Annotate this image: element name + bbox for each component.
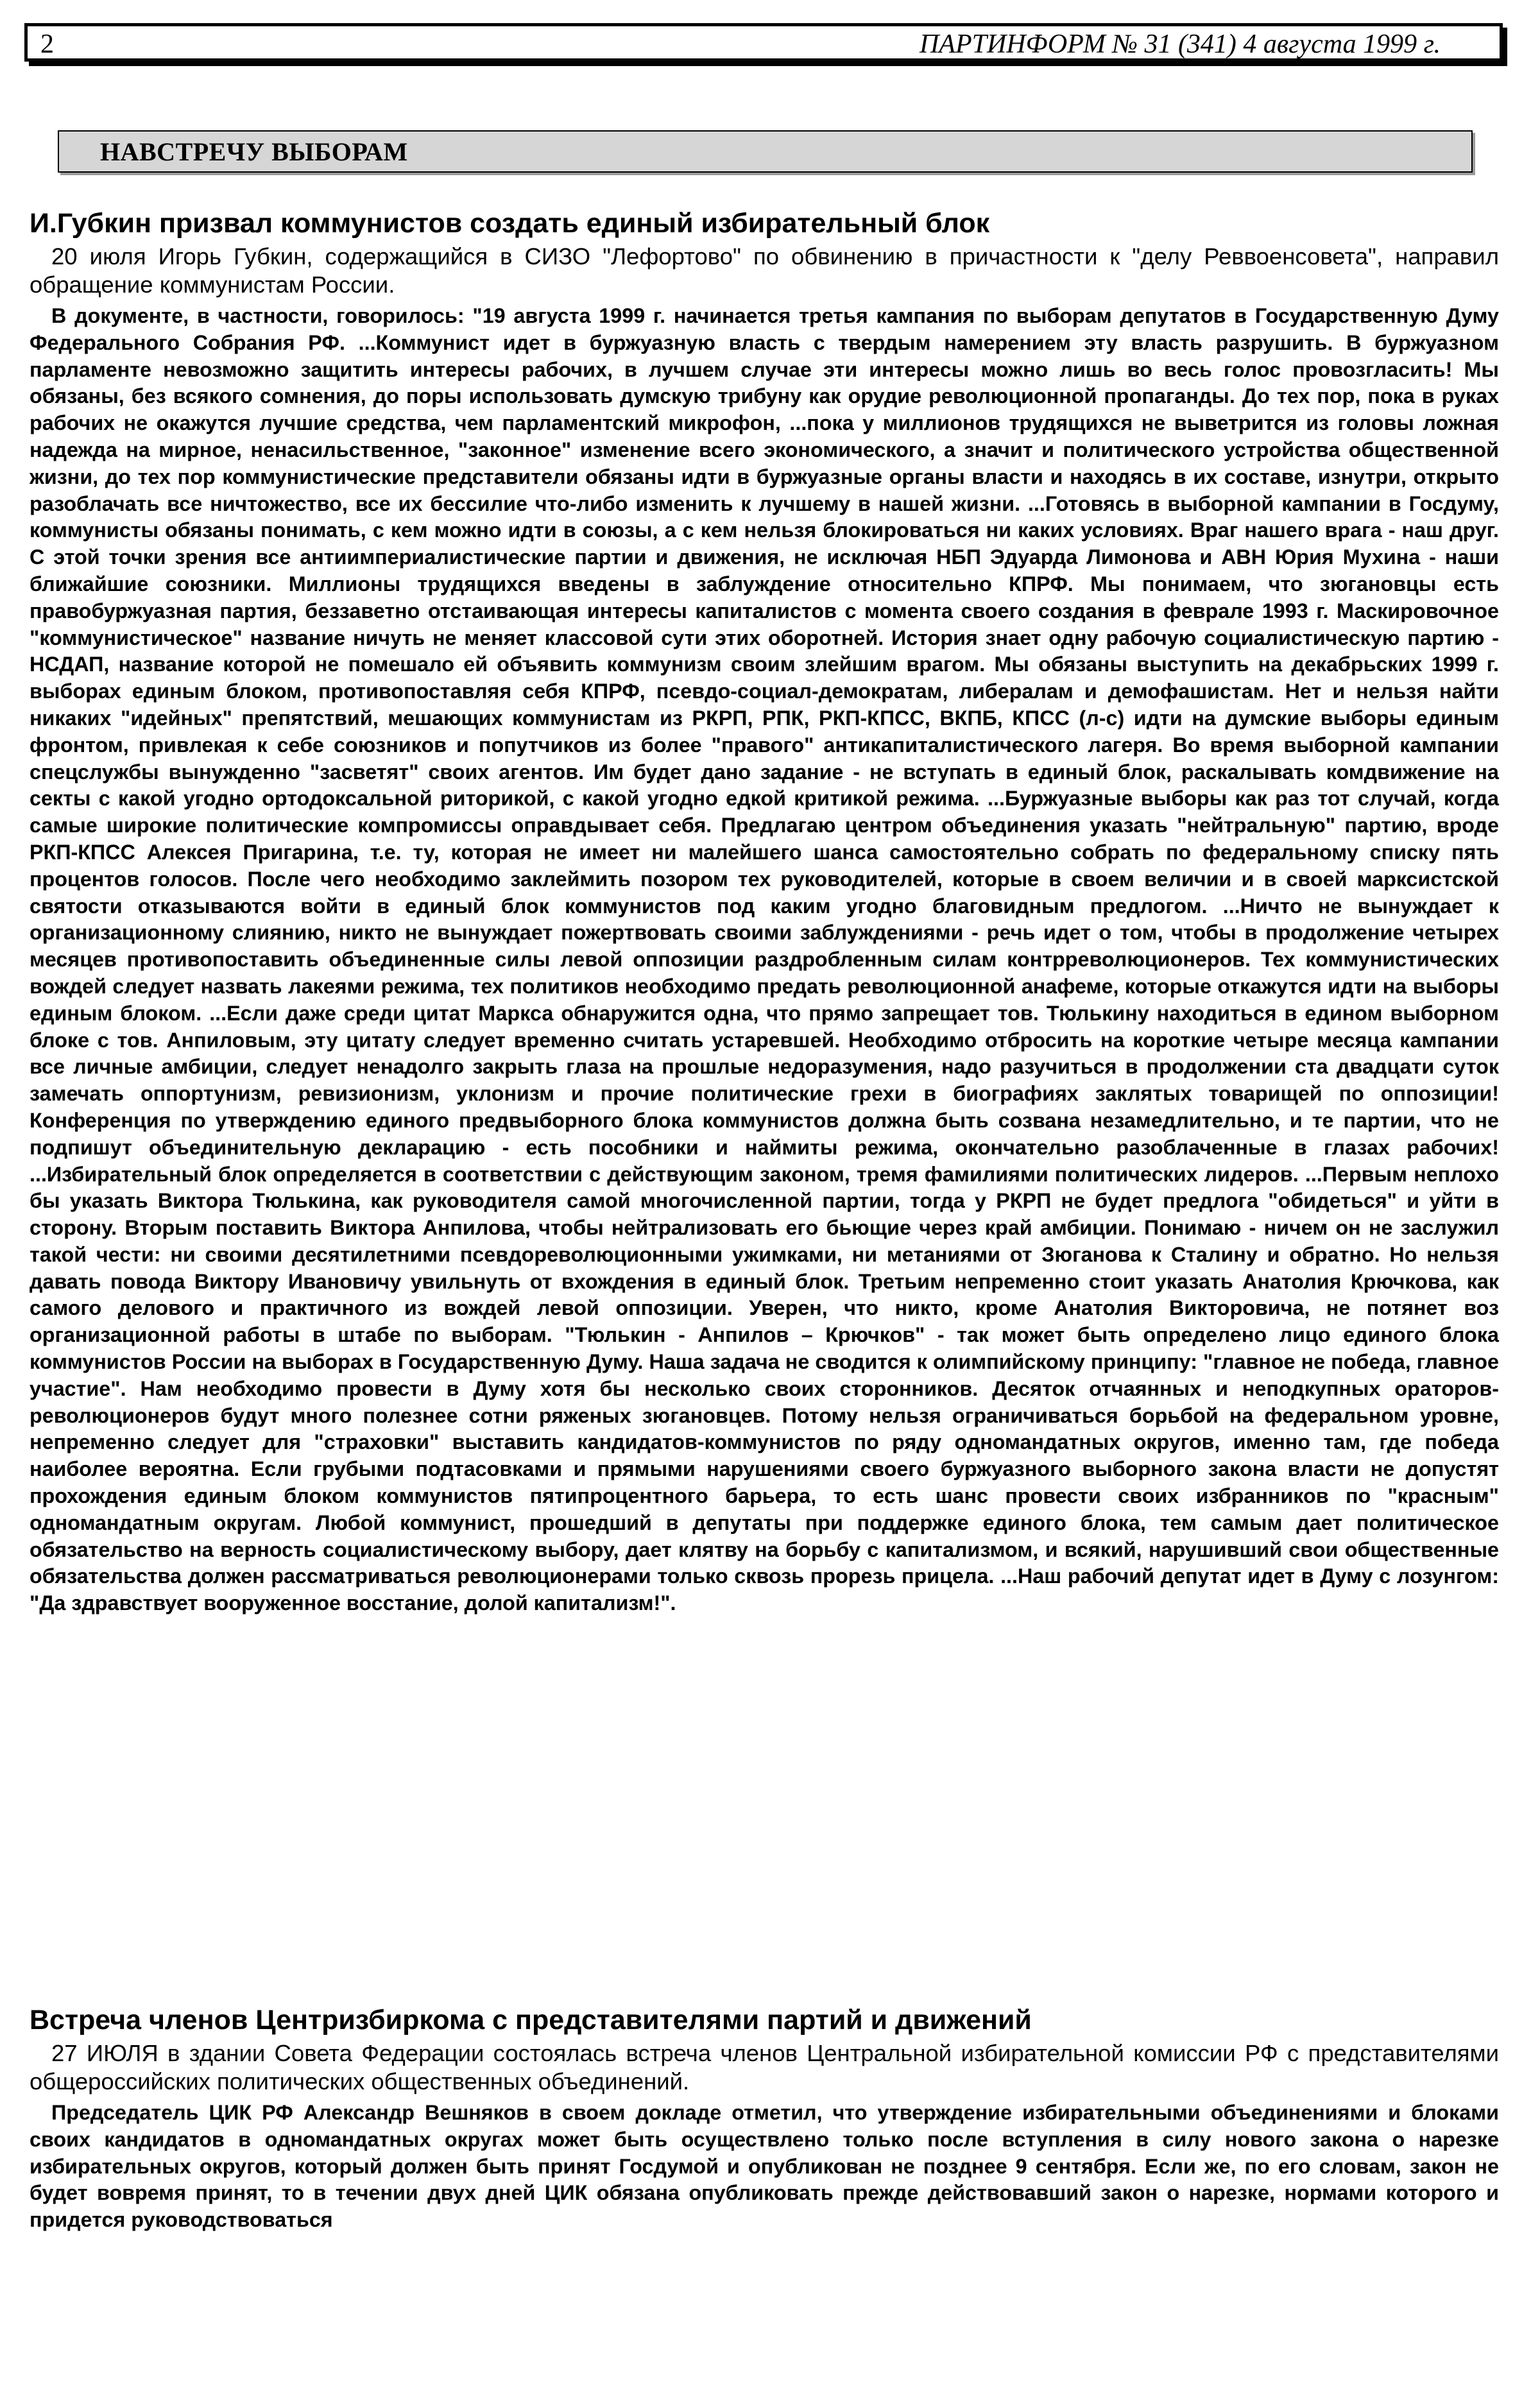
section-rubric-label: НАВСТРЕЧУ ВЫБОРАМ <box>100 137 408 166</box>
page-number: 2 <box>40 30 54 59</box>
article-title: И.Губкин призвал коммунистов создать единый избирательный блок <box>30 208 990 239</box>
issue-info: ПАРТИНФОРМ № 31 (341) 4 августа 1999 г. <box>919 30 1441 59</box>
page-header <box>24 23 1503 62</box>
article-body: В документе, в частности, говорилось: "19 августа 1999 г. начинается третья кампания по выборам депутатов в Государственную Думу Федерального Собрания РФ. ...Коммунист идет в буржуазную власть с твердым намерением эту власть разрушить. В буржуазном парламенте невозможно защитить интересы рабочих, в лучшем случае эти интересы можно лишь во весь голос провозгласить! Мы обязаны, без всякого сомнения, до поры использовать думскую трибуну как орудие революционной пропаганды. До тех пор, пока в руках рабочих не окажутся лучшие средства, чем парламентский микрофон, ...пока у миллионов трудящихся не выветрится из головы ложная надежда на мирное, ненасильственное, "законное" изменение всего экономического, а значит и политического устройства общественной жизни, до тех пор коммунистические представители обязаны идти в буржуазные органы власти и находясь в их составе, изнутри, открыто разоблачать все ничтожество, все их бессилие что-либо изменить к лучшему в нашей жизни. ...Готовясь в выборной кампании в Госдуму, коммунисты обязаны понимать, с кем можно идти в союзы, а с кем нельзя блокироваться ни каких условиях. Враг нашего врага - наш друг. С этой точки зрения все антиимпериалистические партии и движения, не исключая НБП Эдуарда Лимонова и АВН Юрия Мухина - наши ближайшие союзники. Миллионы трудящихся введены в заблуждение относительно КПРФ. Мы понимаем, что зюгановцы есть правобуржуазная партия, беззаветно отстаивающая интересы капиталистов с момента своего создания в феврале 1993 г. Маскировочное "коммунистическое" название ничуть не меняет классовой сути этих оборотней. История знает одну рабочую социалистическую партию - НСДАП, название которой не помешало ей объявить коммунизм своим злейшим врагом. Мы обязаны выступить на декабрьских 1999 г. выборах единым блоком, противопоставляя себя КПРФ, псевдо-социал-демократам, либералам и демофашистам. Нет и нельзя найти никаких "идейных" препятствий, мешающих коммунистам из РКРП, РПК, РКП-КПСС, ВКПБ, КПСС (л-с) идти на думские выборы единым фронтом, привлекая к себе союзников и попутчиков из более "правого" антикапиталистического лагеря. Во время выборной кампании спецслужбы вынужденно "засветят" своих агентов. Им будет дано задание - не вступать в единый блок, раскалывать комдвижение на секты с какой угодно ортодоксальной риторикой, с какой угодно едкой критикой режима. ...Буржуазные выборы как раз тот случай, когда самые широкие политические компромиссы оправдывает себя. Предлагаю центром объединения указать "нейтральную" партию, вроде РКП-КПСС Алексея Пригарина, т.е. ту, которая не имеет ни малейшего шанса самостоятельно собрать по федеральному списку пять процентов голосов. После чего необходимо заклеймить позором тех руководителей, которые в своем величии и в своей марксистской святости отказываются войти в единый блок коммунистов под каким угодно благовидным предлогом. ...Ничто не вынуждает к организационному слиянию, никто не вынуждает пожертвовать своими заблуждениями - речь идет о том, чтобы в продолжение четырех месяцев противопоставить объединенные силы левой оппозиции раздробленным силам контрреволюционеров. Тех коммунистических вождей следует назвать лакеями режима, тех политиков необходимо предать революционной анафеме, которые откажутся идти на выборы единым блоком. ...Если даже среди цитат Маркса обнаружится одна, что прямо запрещает тов. Тюлькину находиться в едином выборном блоке с тов. Анпиловым, эту цитату следует временно считать устаревшей. Необходимо отбросить на короткие четыре месяца кампании все личные амбиции, следует ненадолго закрыть глаза на прошлые недоразумения, надо разучиться в продолжении ста двадцати суток замечать оппортунизм, ревизионизм, уклонизм и прочие политические грехи в биографиях заклятых товарищей по оппозиции! Конференция по утверждению единого предвыборного блока коммунистов должна быть созвана незамедлительно, и те партии, что не подпишут объединительную декларацию - есть пособники и наймиты режима, окончательно разоблаченные в глазах рабочих! ...Избирательный блок определяется в соответствии с действующим законом, тремя фамилиями политических лидеров. ...Первым неплохо бы указать Виктора Тюлькина, как руководителя самой многочисленной партии, тогда у РКРП не будет предлога "обидеться" и уйти в сторону. Вторым поставить Виктора Анпилова, чтобы нейтрализовать его бьющие через край амбиции. Понимаю - ничем он не заслужил такой чести: ни своими десятилетними псевдореволюционными ужимками, ни метаниями от Зюганова к Сталину и обратно. Но нельзя давать повода Виктору Ивановичу увильнуть от вхождения в единый блок. Третьим непременно стоит указать Анатолия Крючкова, как самого делового и практичного из вождей левой оппозиции. Уверен, что никто, кроме Анатолия Викторовича, не потянет воз организационной работы в штабе по выборам. "Тюлькин - Анпилов – Крючков" - так может быть определено лицо единого блока коммунистов России на выборах в Государственную Думу. Наша задача не сводится к олимпийскому принципу: "главное не победа, главное участие". Нам необходимо провести в Думу хотя бы несколько своих сторонников. Десяток отчаянных и неподкупных ораторов-революционеров будут много полезнее сотни ряженых зюгановцев. Потому нельзя ограничиваться борьбой на федеральном уровне, непременно следует для "страховки" выставить кандидатов-коммунистов по ряду одномандатных округов, именно там, где победа наиболее вероятна. Если грубыми подтасовками и прямыми нарушениями своего буржуазного выборного закона власти не допустят прохождения единым блоком коммунистов пятипроцентного барьера, то есть шанс провести своих избранников по "красным" одномандатным округам. Любой коммунист, прошедший в депутаты при поддержке единого блока, тем самым дает политическое обязательство на верность социалистическому выбору, дает клятву на борьбу с капитализмом, и всякий, нарушивший свои общественные обязательства должен рассматриваться революционерами только сквозь прорезь прицела. ...Наш рабочий депутат идет в Думу с лозунгом: "Да здравствует вооруженное восстание, долой капитализм!". <box>30 304 1499 1615</box>
article-title: Встреча членов Центризбиркома с представителями партий и движений <box>30 2005 1032 2035</box>
section-rubric <box>58 130 1473 173</box>
article-body: Председатель ЦИК РФ Александр Вешняков в своем докладе отметил, что утверждение избирательными объединениями и блоками своих кандидатов в одномандатных округах может быть осуществлено только после вступления в силу нового закона о нарезке избирательных округов, который должен быть принят Госдумой и опубликован не позднее 9 сентября. Если же, по его словам, закон не будет вовремя принят, то в течении двух дней ЦИК обязана опубликовать прежде действовавший закон о нарезке, нормами которого и придется руководствоваться <box>30 2101 1499 2232</box>
article-lead: 20 июля Игорь Губкин, содержащийся в СИЗО "Лефортово" по обвинению в причастности к "делу Реввоенсовета", направил обращение коммунистам России. <box>30 243 1499 298</box>
article-gubkin <box>30 205 1499 1617</box>
article-lead: 27 ИЮЛЯ в здании Совета Федерации состоялась встреча членов Центральной избирательной комиссии РФ с представителями общероссийских политических общественных объединений. <box>30 2040 1499 2095</box>
article-cik-meeting <box>30 2002 1499 2234</box>
